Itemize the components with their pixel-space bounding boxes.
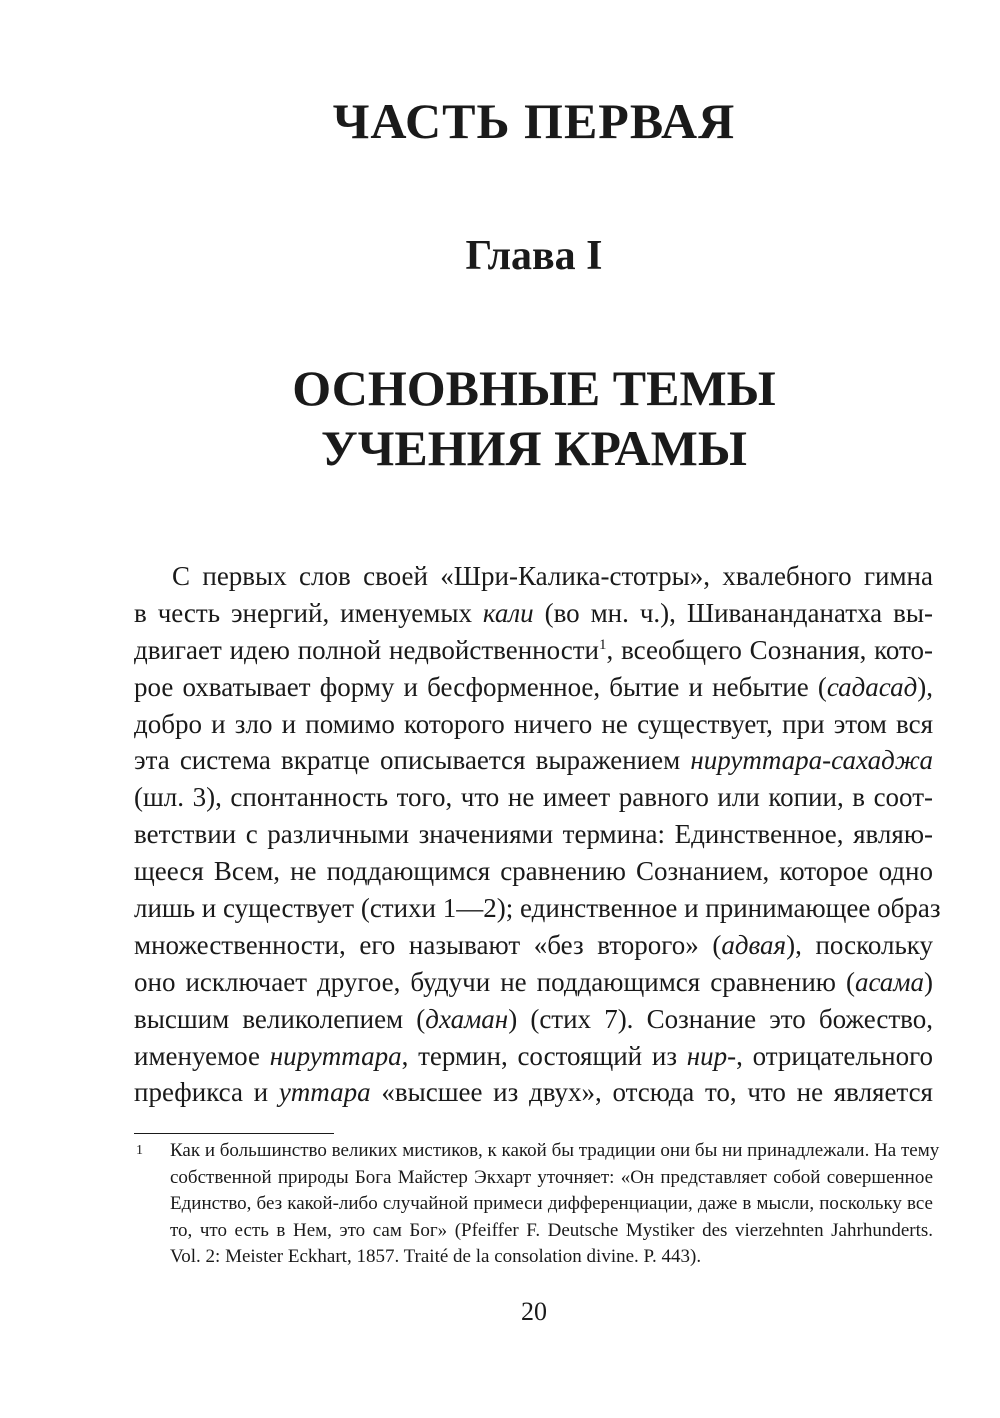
body-line: оно исключает другое, будучи не поддающимся сравнению (асама) [134,966,933,997]
body-line: высшим великолепием (дхаман) (стих 7). Сознание это божество, [134,1003,933,1034]
body-line: эта система вкратце описывается выражением нируттара-сахаджа [134,745,933,776]
footnote-mark: 1 [136,1143,143,1158]
italic-term: асама [854,966,924,997]
body-line: С первых слов своей «Шри-Калика-стотры», хвалебного гимна [172,561,933,591]
footnote-reference: 1 [599,636,607,653]
body-line: двигает идею полной недвойственности$^1$, всеобщего Сознания, кото- [134,634,933,665]
footnote [134,1138,940,1271]
footnote-line: то, что есть в Нем, это сам Бог» (Pfeiffer F. Deutsche Mystiker des vierzehnten Jahrhunderts. [170,1219,933,1241]
body-line: префикса и уттара «высшее из двух», отсюда то, что не является [134,1077,933,1108]
main-title-line-2: УЧЕНИЯ КРАМЫ [321,420,747,476]
body-line: ветствии с различными значениями термина: Единственное, являю- [134,819,933,850]
italic-term: нируттара-сахаджа [690,745,933,776]
part-title: ЧАСТЬ ПЕРВАЯ [332,93,736,149]
footnote-divider [134,1133,334,1134]
italic-term: нир- [686,1040,737,1071]
body-paragraph [134,558,941,1111]
italic-term: садасад [826,671,918,702]
body-line: в честь энергий, именуемых кали (во мн. ч.), Шивананданатха вы- [134,597,933,628]
main-title [0,358,1000,478]
body-line: множественности, его называют «без второго» (адвая), поскольку [134,929,933,960]
footnote-line: Vol. 2: Meister Eckhart, 1857. Traité de la consolation divine. P. 443). [170,1246,702,1267]
body-line: рое охватывает форму и бесформенное, бытие и небытие (садасад), [134,671,933,702]
italic-term: дхаман [425,1003,509,1034]
footnote-text [170,1138,940,1271]
italic-term: нируттара [269,1040,402,1071]
body-line: щееся Всем, не поддающимся сравнению Сознанием, которое одно [134,856,933,887]
italic-term: уттара [278,1077,371,1108]
page-number: 20 [521,1297,547,1326]
main-title-line-1: ОСНОВНЫЕ ТЕМЫ [292,360,776,416]
italic-term: кали [482,597,534,628]
body-line: именуемое нируттара, термин, состоящий из нир-, отрицательного [134,1040,933,1071]
body-line: (шл. 3), спонтанность того, что не имеет равного или копии, в соот- [134,782,933,813]
chapter-title: Глава I [465,233,603,279]
footnote-line: Единство, без какой-либо случайной примеси дифференциации, даже в мысли, поскольку все [170,1193,933,1214]
body-line: добро и зло и помимо которого ничего не существует, при этом вся [134,708,933,739]
footnote-line: собственной природы Бога Майстер Экхарт уточняет: «Он представляет собой совершенное [170,1166,933,1188]
body-line: лишь и существует (стихи 1—2); единственное и принимающее образ [134,893,941,924]
footnote-line: Как и большинство великих мистиков, к какой бы традиции они бы ни принадлежали. На тему [170,1140,940,1161]
italic-term: адвая [721,929,787,960]
